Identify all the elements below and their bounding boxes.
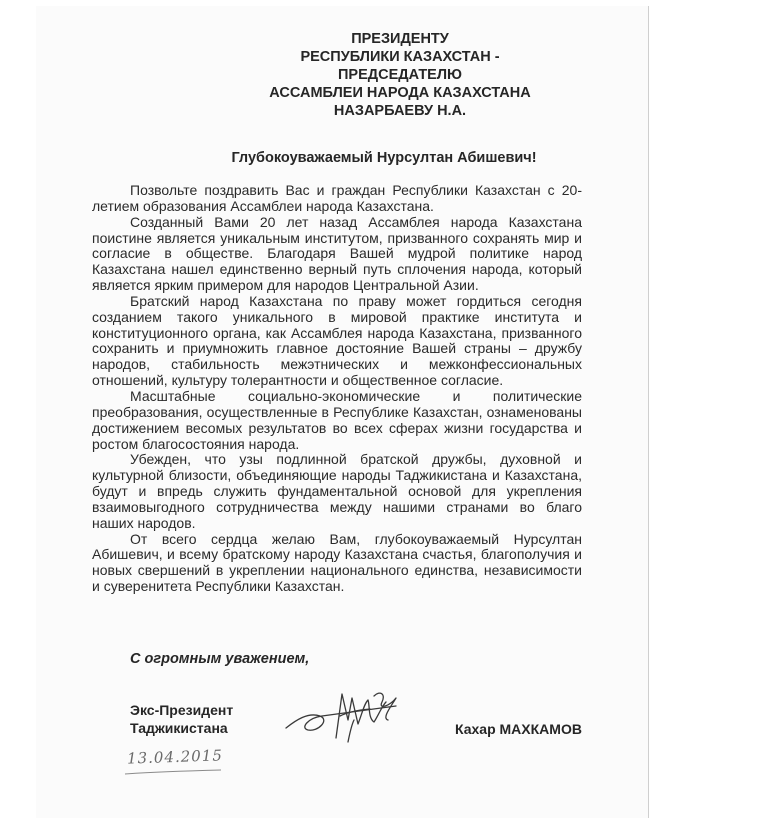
recipient-block: [200, 30, 600, 120]
salutation: Глубокоуважаемый Нурсултан Абишевич!: [231, 150, 537, 166]
body-paragraph: Созданный Вами 20 лет назад Ассамблея народа Казахстана поистине является уникальным институтом, призванного сохранять мир и согласие в обществе. Благодаря Вашей мудрой политике народ Казахстана нашел единственно верный путь сплочения народа, который является ярким примером для народов Центральной Азии.: [92, 213, 582, 294]
recipient-line: РЕСПУБЛИКИ КАЗАХСТАН -: [300, 49, 500, 65]
body-paragraph: Убежден, что узы подлинной братской дружбы, духовной и культурной близости, объединяющие народы Таджикистана и Казахстана, будут и впредь служить фундаментальной основой для укрепления взаимовыгодного сотрудничества между нашими странами во благо наших народов.: [92, 451, 582, 531]
handwritten-signature-icon: [278, 676, 428, 756]
signer-title-line: Таджикистана: [130, 720, 228, 736]
recipient-line: НАЗАРБАЕВУ Н.А.: [333, 103, 467, 119]
signer-title-line: Экс-Президент: [130, 702, 234, 718]
letter-body: [92, 183, 582, 595]
body-paragraph: Братский народ Казахстана по праву может гордиться сегодня созданием такого уникального в мировой практике института и конституционного органа, как Ассамблея народа Казахстана, призванного сохранить и приумножить главное достояние Вашей страны – дружбу народов, стабильность межэтнических и межконфессиональных отношений, культуру толерантности и общественное согласие.: [92, 292, 582, 389]
signer-title: [130, 701, 233, 737]
body-paragraph: Масштабные социально-экономические и политические преобразования, осуществленные в Республике Казахстан, ознаменованы достижением весомых результатов во всех сферах жизни государства и ростом благосостояния народа.: [92, 387, 582, 452]
body-paragraph: Позвольте поздравить Вас и граждан Республики Казахстан с 20-летием образования Ассамблеи народа Казахстана.: [92, 182, 582, 214]
closing-phrase: С огромным уважением,: [130, 651, 310, 667]
date-underline: [123, 768, 223, 778]
handwritten-date: 13.04.2015: [126, 746, 224, 768]
recipient-line: АССАМБЛЕИ НАРОДА КАЗАХСТАНА: [269, 85, 531, 101]
signer-name: Кахар МАХКАМОВ: [455, 721, 582, 737]
recipient-line: ПРЕДСЕДАТЕЛЮ: [338, 67, 462, 83]
body-paragraph: От всего сердца желаю Вам, глубокоуважаемый Нурсултан Абишевич, и всему братскому народу Казахстана счастья, благополучия и новых свершений в укреплении национального единства, независимости и суверенитета Республики Казахстан.: [92, 530, 582, 595]
recipient-line: ПРЕЗИДЕНТУ: [351, 31, 449, 47]
